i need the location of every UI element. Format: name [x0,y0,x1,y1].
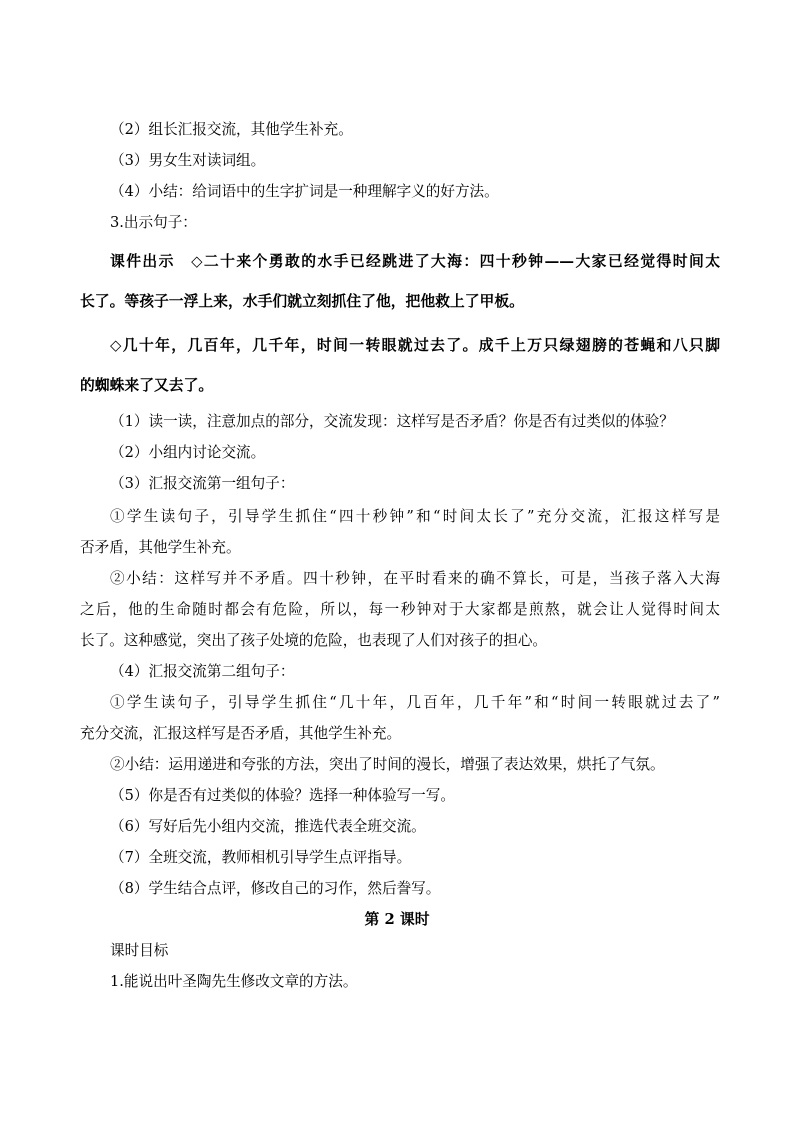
text-line: （7）全班交流，教师相机引导学生点评指导。 [110,849,412,866]
text-line: ②小结：运用递进和夸张的方法，突出了时间的漫长，增强了表达效果，烘托了气氛。 [110,756,665,773]
text-line: （4）汇报交流第二组句子： [110,663,295,680]
text-line: （2）组长汇报交流，其他学生补充。 [110,121,353,138]
section-label: 课时目标 [110,942,169,959]
text-line: ①学生读句子，引导学生抓住“四十秒钟”和“时间太长了”充分交流，汇报这样写是 [110,508,720,525]
text-line: （3）汇报交流第一组句子： [110,475,295,492]
text-line: 之后，他的生命随时都会有危险，所以，每一秒钟对于大家都是煎熬，就会让人觉得时间太 [80,601,720,618]
text-line: 3.出示句子： [110,214,197,231]
text-line: （1）读一读，注意加点的部分，交流发现：这样写是否矛盾？你是否有过类似的体验？ [110,413,674,430]
text-line: 否矛盾，其他学生补充。 [80,539,241,556]
text-line: 长了。这种感觉，突出了孩子处境的危险，也表现了人们对孩子的担心。 [80,632,548,649]
text-line: ①学生读句子，引导学生抓住“几十年，几百年，几千年”和“时间一转眼就过去了” [110,694,720,711]
text-line: （8）学生结合点评，修改自己的习作，然后誊写。 [110,880,441,897]
text-line: （5）你是否有过类似的体验？选择一种体验写一写。 [110,787,455,804]
text-line: （3）男女生对读词组。 [110,152,266,169]
text-line: （6）写好后先小组内交流，推选代表全班交流。 [110,818,426,835]
text-line: （2）小组内讨论交流。 [110,444,266,461]
text-line: 充分交流，汇报这样写是否矛盾，其他学生补充。 [80,725,402,742]
text-line: ②小结：这样写并不矛盾。四十秒钟，在平时看来的确不算长，可是，当孩子落入大海 [110,570,720,587]
courseware-sentence-2: ◇几十年，几百年，几千年，时间一转眼就过去了。成千上万只绿翅膀的苍蝇和八只脚 [110,337,720,354]
courseware-sentence-1-cont: 长了。等孩子一浮上来，水手们就立刻抓住了他，把他救上了甲板。 [80,293,524,310]
text-line: 1.能说出叶圣陶先生修改文章的方法。 [110,973,358,990]
courseware-sentence-1: 课件出示 ◇二十来个勇敢的水手已经跳进了大海：四十秒钟——大家已经觉得时间太 [110,253,720,270]
courseware-sentence-2-cont: 的蜘蛛来了又去了。 [80,377,214,394]
text-line: （4）小结：给词语中的生字扩词是一种理解字义的好方法。 [110,183,499,200]
lesson-heading: 第 2 课时 [364,911,430,928]
